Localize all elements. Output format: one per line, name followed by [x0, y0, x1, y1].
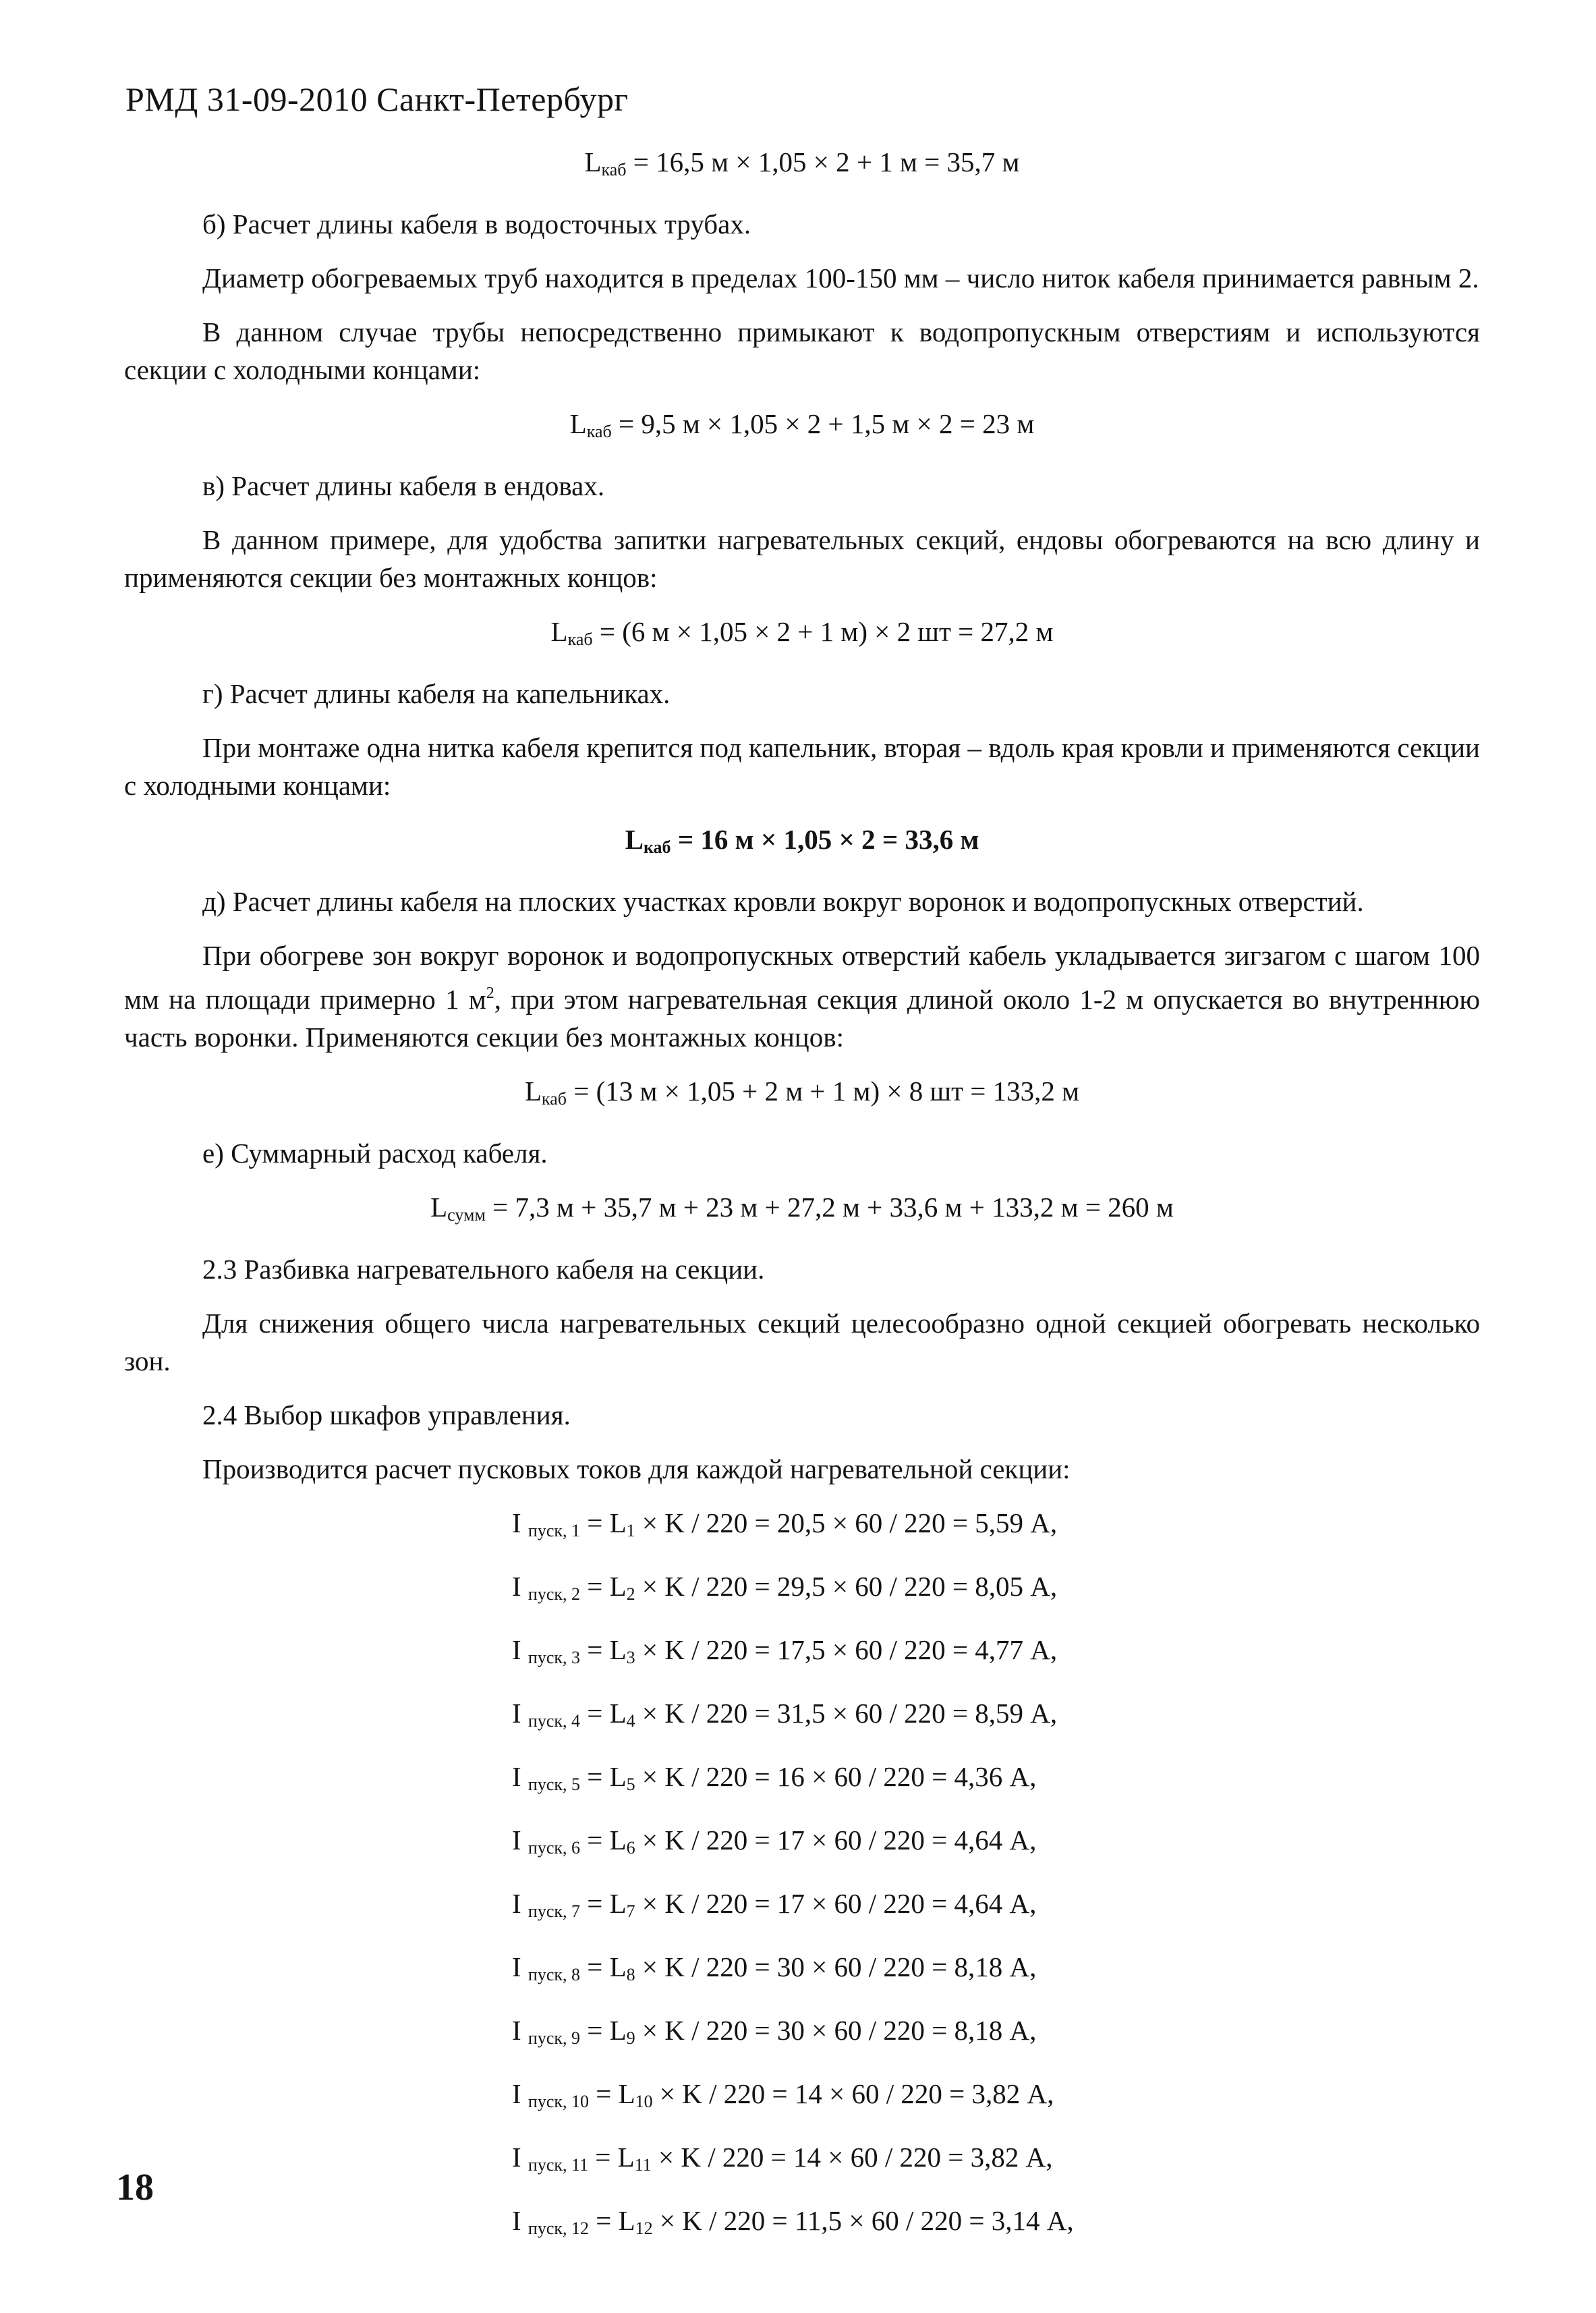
starting-current-formula: I пуск, 12 = L12 × K / 220 = 11,5 × 60 / 220 = 3,14 А,	[512, 2205, 1074, 2238]
heading-valleys: в) Расчет длины кабеля в ендовах.	[202, 470, 605, 501]
heading-total-consumption: е) Суммарный расход кабеля.	[202, 1138, 548, 1169]
paragraph-flat-areas: При обогреве зон вокруг воронок и водопропускных отверстий кабель укладывается зигзагом с шагом 100 мм на площади примерно 1 $м^2$, при этом нагревательная секция длиной около 1-2 м опускается во внутреннюю часть воронки. Применяются секции без монтажных концов:	[124, 940, 1480, 1053]
paragraph-downpipes-diameter: Диаметр обогреваемых труб находится в пределах 100-150 мм – число ниток кабеля принимается равным 2.	[202, 262, 1479, 294]
paragraph-section-2-3: Для снижения общего числа нагревательных секций целесообразно одной секцией обогревать несколько зон.	[124, 1308, 1480, 1376]
formula-drip-edges-cable-length: Lкаб = 16 м × 1,05 × 2 = 33,6 м	[625, 824, 979, 857]
starting-current-formula: I пуск, 4 = L4 × K / 220 = 31,5 × 60 / 220 = 8,59 А,	[512, 1698, 1058, 1731]
starting-current-formula: I пуск, 5 = L5 × K / 220 = 16 × 60 / 220 = 4,36 А,	[512, 1761, 1037, 1794]
formula-valleys-cable-length: Lкаб = (6 м × 1,05 × 2 + 1 м) × 2 шт = 27,2 м	[550, 616, 1054, 649]
starting-current-formula: I пуск, 11 = L11 × K / 220 = 14 × 60 / 220 = 3,82 А,	[512, 2142, 1053, 2175]
starting-current-formula: I пуск, 1 = L1 × K / 220 = 20,5 × 60 / 220 = 5,59 А,	[512, 1507, 1058, 1540]
heading-section-2-4: 2.4 Выбор шкафов управления.	[202, 1399, 571, 1430]
starting-current-formula: I пуск, 9 = L9 × K / 220 = 30 × 60 / 220 = 8,18 А,	[512, 2015, 1037, 2048]
starting-current-formula: I пуск, 3 = L3 × K / 220 = 17,5 × 60 / 220 = 4,77 А,	[512, 1634, 1058, 1667]
heading-flat-areas: д) Расчет длины кабеля на плоских участках кровли вокруг воронок и водопропускных отверстий.	[202, 886, 1364, 917]
starting-current-formula: I пуск, 2 = L2 × K / 220 = 29,5 × 60 / 220 = 8,05 А,	[512, 1571, 1058, 1604]
heading-drip-edges: г) Расчет длины кабеля на капельниках.	[202, 678, 671, 709]
heading-section-2-3: 2.3 Разбивка нагревательного кабеля на секции.	[202, 1254, 765, 1285]
starting-current-formula: I пуск, 10 = L10 × K / 220 = 14 × 60 / 220 = 3,82 А,	[512, 2078, 1054, 2111]
starting-current-formula: I пуск, 7 = L7 × K / 220 = 17 × 60 / 220 = 4,64 А,	[512, 1888, 1037, 1921]
page-body	[124, 143, 1480, 2265]
paragraph-drip-edges: При монтаже одна нитка кабеля крепится под капельник, вторая – вдоль края кровли и применяются секции с холодными концами:	[124, 732, 1480, 801]
formula-flat-areas-cable-length: Lкаб = (13 м × 1,05 + 2 м + 1 м) × 8 шт = 133,2 м	[524, 1076, 1080, 1109]
formula-downpipes-cable-length: Lкаб = 9,5 м × 1,05 × 2 + 1,5 м × 2 = 23 м	[569, 408, 1035, 441]
paragraph-valleys: В данном примере, для удобства запитки нагревательных секций, ендовы обогреваются на всю длину и применяются секции без монтажных концов:	[124, 524, 1480, 593]
paragraph-section-2-4: Производится расчет пусковых токов для каждой нагревательной секции:	[202, 1453, 1071, 1484]
heading-downpipes: б) Расчет длины кабеля в водосточных трубах.	[202, 208, 751, 240]
starting-currents-list	[124, 1504, 1480, 2248]
starting-current-formula: I пуск, 8 = L8 × K / 220 = 30 × 60 / 220 = 8,18 А,	[512, 1951, 1037, 1984]
paragraph-downpipes-sections: В данном случае трубы непосредственно примыкают к водопропускным отверстиям и используются секции с холодными концами:	[124, 316, 1480, 385]
page-number: 18	[116, 2167, 154, 2208]
running-header: РМД 31-09-2010 Санкт-Петербург	[125, 80, 629, 118]
formula-total-cable-length: Lсумм = 7,3 м + 35,7 м + 23 м + 27,2 м + 33,6 м + 133,2 м = 260 м	[430, 1192, 1174, 1225]
starting-current-formula: I пуск, 6 = L6 × K / 220 = 17 × 60 / 220 = 4,64 А,	[512, 1824, 1037, 1858]
formula-eaves-cable-length: Lкаб = 16,5 м × 1,05 × 2 + 1 м = 35,7 м	[584, 146, 1020, 179]
